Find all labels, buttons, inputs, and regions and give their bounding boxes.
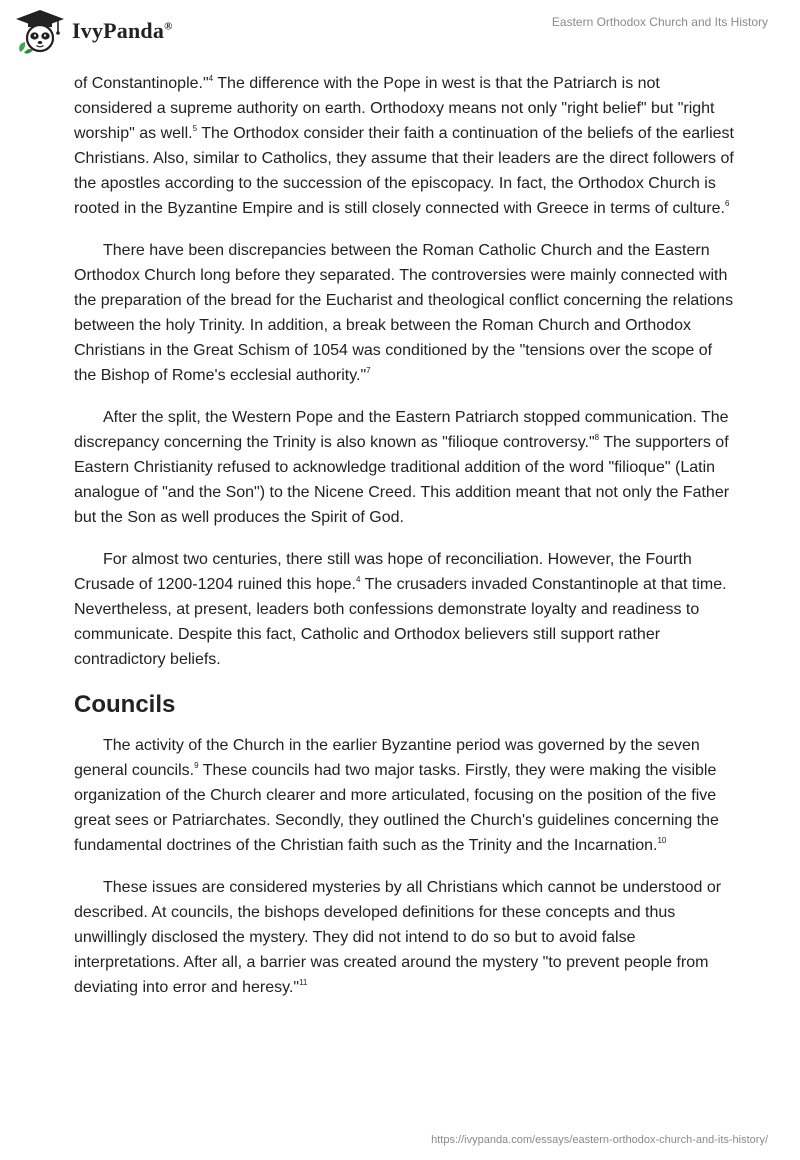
paragraph: After the split, the Western Pope and the Eastern Patriarch stopped communication. The discrepancy concerning the Trinity is also known as "filioque controversy."$^8$ The supporters of Eastern Christianity refused to acknowledge traditional addition of the word "filioque" (Latin analogue of "and the Son") to the Nicene Creed. This addition meant that not only the Father but the Son as well produces the Spirit of God. xyxy=(74,409,730,526)
paragraph: The activity of the Church in the earlier Byzantine period was governed by the seven general councils.$^9$ These councils had two major tasks. Firstly, they were making the visible organization of the Church clearer and more articulated, focusing on the position of the five great sees or Patriarchates. Secondly, they outlined the Church's guidelines concerning the fundamental doctrines of the Christian faith such as the Trinity and the Incarnation.$^{10}$ xyxy=(74,737,719,854)
page-header xyxy=(0,0,800,62)
article-body xyxy=(74,71,734,1017)
section-heading-councils: Councils xyxy=(74,691,176,718)
footnote-ref[interactable]: 10 xyxy=(657,836,667,845)
brand-name: IvyPanda® xyxy=(72,18,173,43)
footnote-ref[interactable]: 8 xyxy=(594,433,600,442)
footnote-ref[interactable]: 6 xyxy=(724,199,730,208)
footnote-ref[interactable]: 5 xyxy=(192,124,198,133)
paragraph: These issues are considered mysteries by all Christians which cannot be understood or described. At councils, the bishops developed definitions for these concepts and thus unwillingly disclosed the mystery. They did not intend to do so but to avoid false interpretations. After all, a barrier was created around the mystery "to prevent people from deviating into error and heresy."$^{11}$ xyxy=(74,879,722,996)
source-url-link[interactable]: https://ivypanda.com/essays/eastern-orthodox-church-and-its-history/ xyxy=(431,1134,768,1146)
footnote-ref[interactable]: 9 xyxy=(194,761,199,770)
paragraph: of Constantinople."$^4$ The difference with the Pope in west is that the Patriarch is not considered a supreme authority on earth. Orthodoxy means not only "right belief" but "right worship" as well.$^5$ The Orthodox consider their faith a continuation of the beliefs of the earliest Christians. Also, similar to Catholics, they assume that their leaders are the direct followers of the apostles according to the succession of the episcopacy. In fact, the Orthodox Church is rooted in the Byzantine Empire and is still closely connected with Greece in terms of culture.$^6$ xyxy=(74,74,734,217)
footnote-ref[interactable]: 11 xyxy=(299,978,308,987)
panda-graduate-icon xyxy=(14,8,66,54)
document-title: Eastern Orthodox Church and Its History xyxy=(551,15,768,29)
footnote-ref[interactable]: 7 xyxy=(366,366,371,375)
ivypanda-logo[interactable] xyxy=(14,8,173,54)
paragraph: For almost two centuries, there still was hope of reconciliation. However, the Fourth Crusade of 1200-1204 ruined this hope.$^4$ The crusaders invaded Constantinople at that time. Nevertheless, at present, leaders both confessions demonstrate loyalty and readiness to communicate. Despite this fact, Catholic and Orthodox believers still support rather contradictory beliefs. xyxy=(74,551,727,668)
footnote-ref[interactable]: 4 xyxy=(208,74,214,83)
paragraph: There have been discrepancies between the Roman Catholic Church and the Eastern Orthodox Church long before they separated. The controversies were mainly connected with the preparation of the bread for the Eucharist and theological conflict concerning the relations between the holy Trinity. In addition, a break between the Roman Church and Orthodox Christians in the Great Schism of 1054 was conditioned by the "tensions over the scope of the Bishop of Rome's ecclesial authority."$^7$ xyxy=(74,242,734,384)
footnote-ref[interactable]: 4 xyxy=(355,575,361,584)
